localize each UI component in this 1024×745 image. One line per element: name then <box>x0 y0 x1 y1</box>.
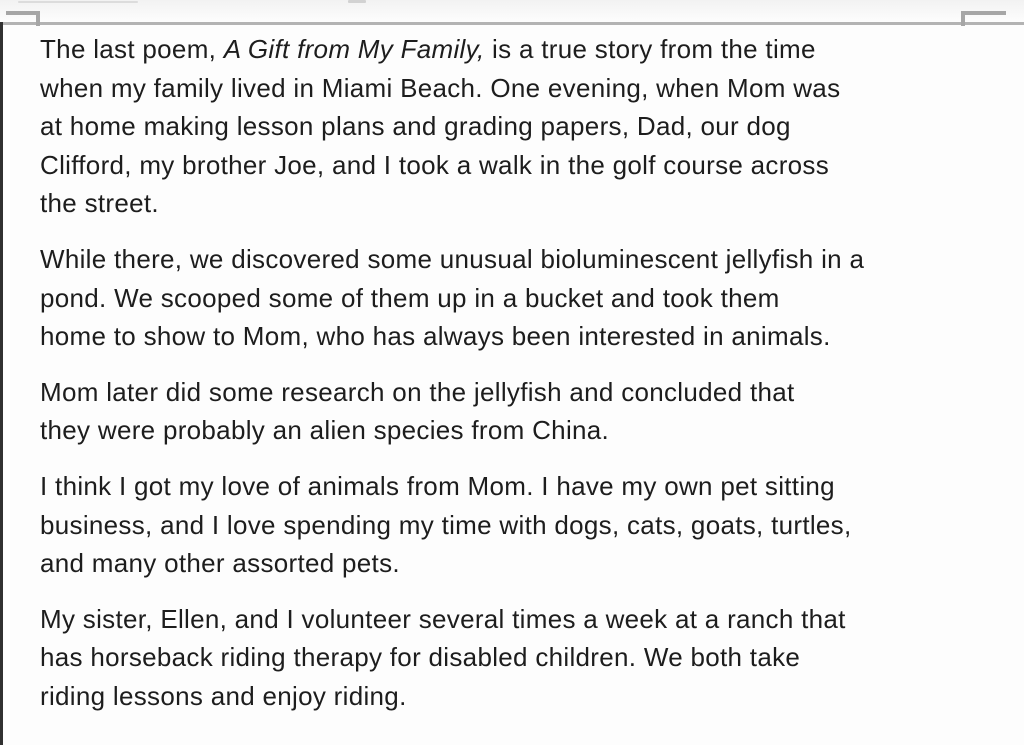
paragraph <box>40 373 1004 450</box>
text-line <box>40 373 1004 412</box>
text-line <box>40 317 1004 356</box>
text-segment: the street. <box>40 188 159 219</box>
text-segment: when my family lived in Miami Beach. One evening, when Mom was <box>40 72 841 103</box>
cropped-text-artifact <box>348 0 366 3</box>
paragraph <box>40 600 1004 716</box>
text-line <box>40 544 1004 583</box>
text-body <box>0 25 1024 733</box>
text-line <box>40 240 1004 279</box>
text-segment: I think I got my love of animals from Mom. I have my own pet sitting <box>40 470 835 501</box>
text-segment: they were probably an alien species from China. <box>40 415 610 446</box>
paragraph <box>40 30 1004 223</box>
cropped-text-artifact <box>18 1 138 3</box>
text-segment: is a true story from the time <box>484 34 816 64</box>
text-line <box>40 279 1004 318</box>
text-segment: and many other assorted pets. <box>40 548 400 579</box>
text-segment: The last poem, <box>40 34 224 64</box>
text-line <box>40 107 1004 146</box>
page-top-margin <box>0 0 1024 22</box>
text-line <box>40 638 1004 677</box>
text-segment: has horseback riding therapy for disabled children. We both take <box>40 642 801 673</box>
text-line <box>40 69 1004 108</box>
paragraph <box>40 240 1004 356</box>
text-segment: pond. We scooped some of them up in a bucket and took them <box>40 282 780 313</box>
text-segment: at home making lesson plans and grading papers, Dad, our dog <box>40 111 791 142</box>
text-segment: While there, we discovered some unusual bioluminescent jellyfish in a <box>40 243 865 274</box>
text-line <box>40 600 1004 639</box>
italic-book-title: A Gift from My Family, <box>223 34 485 64</box>
text-segment: home to show to Mom, who has always been interested in animals. <box>40 321 831 352</box>
text-line <box>40 467 1004 506</box>
text-line <box>40 146 1004 185</box>
text-line <box>40 677 1004 716</box>
text-line <box>40 411 1004 450</box>
text-line <box>40 184 1004 223</box>
text-segment: Clifford, my brother Joe, and I took a walk in the golf course across <box>40 149 830 180</box>
text-segment: Mom later did some research on the jellyfish and concluded that <box>40 376 795 407</box>
page-tab-right-icon <box>961 11 1006 26</box>
page-tab-left-icon <box>6 11 40 26</box>
text-segment: My sister, Ellen, and I volunteer several times a week at a ranch that <box>40 603 846 634</box>
text-segment: business, and I love spending my time with dogs, cats, goats, turtles, <box>40 509 852 540</box>
paragraph <box>40 467 1004 583</box>
text-segment: riding lessons and enjoy riding. <box>40 680 407 711</box>
text-line <box>40 30 1004 69</box>
text-line <box>40 506 1004 545</box>
